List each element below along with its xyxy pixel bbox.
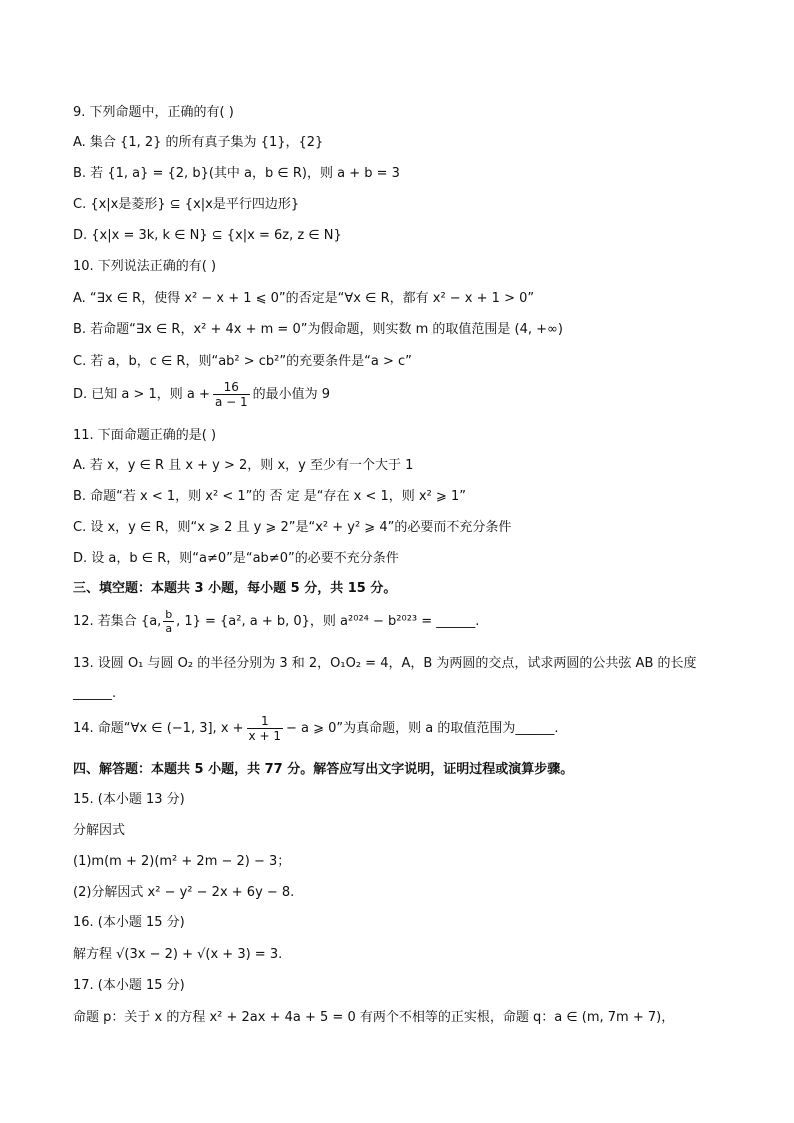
q9-stem: 9. 下列命题中，正确的有( )	[73, 105, 234, 120]
q14	[73, 714, 559, 743]
q13-line-1: 13. 设圆 O₁ 与圆 O₂ 的半径分别为 3 和 2，O₁O₂ = 4，A，B 为两圆的交点，试求两圆的公共弦 AB 的长度	[73, 656, 697, 671]
q10-d-denominator: a − 1	[214, 395, 248, 409]
q10-option-d	[73, 380, 330, 409]
q11-option-a: A. 若 x，y ∈ R 且 x + y > 2，则 x，y 至少有一个大于 1	[73, 458, 414, 473]
q10-option-c: C. 若 a，b，c ∈ R，则“ab² > cb²”的充要条件是“a > c”	[73, 354, 412, 369]
q11-option-c: C. 设 x，y ∈ R，则“x ⩾ 2 且 y ⩾ 2”是“x² + y² ⩾ 4”的必要而不充分条件	[73, 520, 512, 535]
q10-stem: 10. 下列说法正确的有( )	[73, 259, 217, 274]
section-4-heading: 四、解答题：本题共 5 小题，共 77 分。解答应写出文字说明，证明过程或演算步骤。	[73, 762, 574, 777]
q15-heading: 15. (本小题 13 分)	[73, 792, 185, 807]
q10-option-a: A. “∃x ∈ R，使得 x² − x + 1 ⩽ 0”的否定是“∀x ∈ R，都有 x² − x + 1 > 0”	[73, 291, 535, 306]
q10-d-fraction	[213, 380, 250, 409]
q12-numerator: b	[165, 608, 173, 621]
q9-option-b: B. 若 {1, a} = {2, b}(其中 a，b ∈ R)，则 a + b = 3	[73, 166, 400, 181]
q14-post: − a ⩾ 0”为真命题，则 a 的取值范围为______.	[285, 720, 559, 736]
q16-text: 解方程 √(3x − 2) + √(x + 3) = 3.	[73, 947, 283, 962]
q14-numerator: 1	[260, 714, 269, 728]
q17-heading: 17. (本小题 15 分)	[73, 978, 185, 993]
q12-pre: 12. 若集合 {a,	[73, 613, 162, 629]
q15-part-2: (2)分解因式 x² − y² − 2x + 6y − 8.	[73, 885, 295, 900]
section-3-heading: 三、填空题：本题共 3 小题，每小题 5 分，共 15 分。	[73, 581, 397, 596]
q14-fraction	[247, 714, 283, 743]
q11-option-d: D. 设 a，b ∈ R，则“a≠0”是“ab≠0”的必要不充分条件	[73, 551, 399, 566]
q11-stem: 11. 下面命题正确的是( )	[73, 428, 217, 443]
q9-option-c: C. {x|x是菱形} ⊆ {x|x是平行四边形}	[73, 197, 300, 212]
q12-post: , 1} = {a², a + b, 0}，则 a²⁰²⁴ − b²⁰²³ = ______.	[176, 613, 480, 629]
q9-option-d: D. {x|x = 3k, k ∈ N} ⊆ {x|x = 6z, z ∈ N}	[73, 228, 342, 243]
q10-option-b: B. 若命题“∃x ∈ R，x² + 4x + m = 0”为假命题，则实数 m 的取值范围是 (4, +∞)	[73, 322, 563, 337]
q17-text: 命题 p：关于 x 的方程 x² + 2ax + 4a + 5 = 0 有两个不相等的正实根，命题 q：a ∈ (m, 7m + 7)，	[73, 1010, 675, 1025]
q12-denominator: a	[165, 622, 173, 635]
q10-d-pre: D. 已知 a > 1，则 a +	[73, 386, 210, 402]
q12	[73, 608, 479, 635]
q14-denominator: x + 1	[248, 729, 281, 743]
q9-option-a: A. 集合 {1, 2} 的所有真子集为 {1}，{2}	[73, 135, 324, 150]
q11-option-b: B. 命题“若 x < 1，则 x² < 1”的 否 定 是“存在 x < 1，则 x² ⩾ 1”	[73, 489, 466, 504]
q12-fraction	[163, 608, 174, 635]
q13-line-2: ______.	[73, 686, 117, 701]
q16-heading: 16. (本小题 15 分)	[73, 915, 185, 930]
q14-pre: 14. 命题“∀x ∈ (−1, 3], x +	[73, 720, 244, 736]
q10-d-post: 的最小值为 9	[252, 386, 331, 402]
q15-intro: 分解因式	[73, 823, 126, 838]
q10-d-numerator: 16	[223, 380, 239, 394]
q15-part-1: (1)m(m + 2)(m² + 2m − 2) − 3；	[73, 854, 291, 869]
